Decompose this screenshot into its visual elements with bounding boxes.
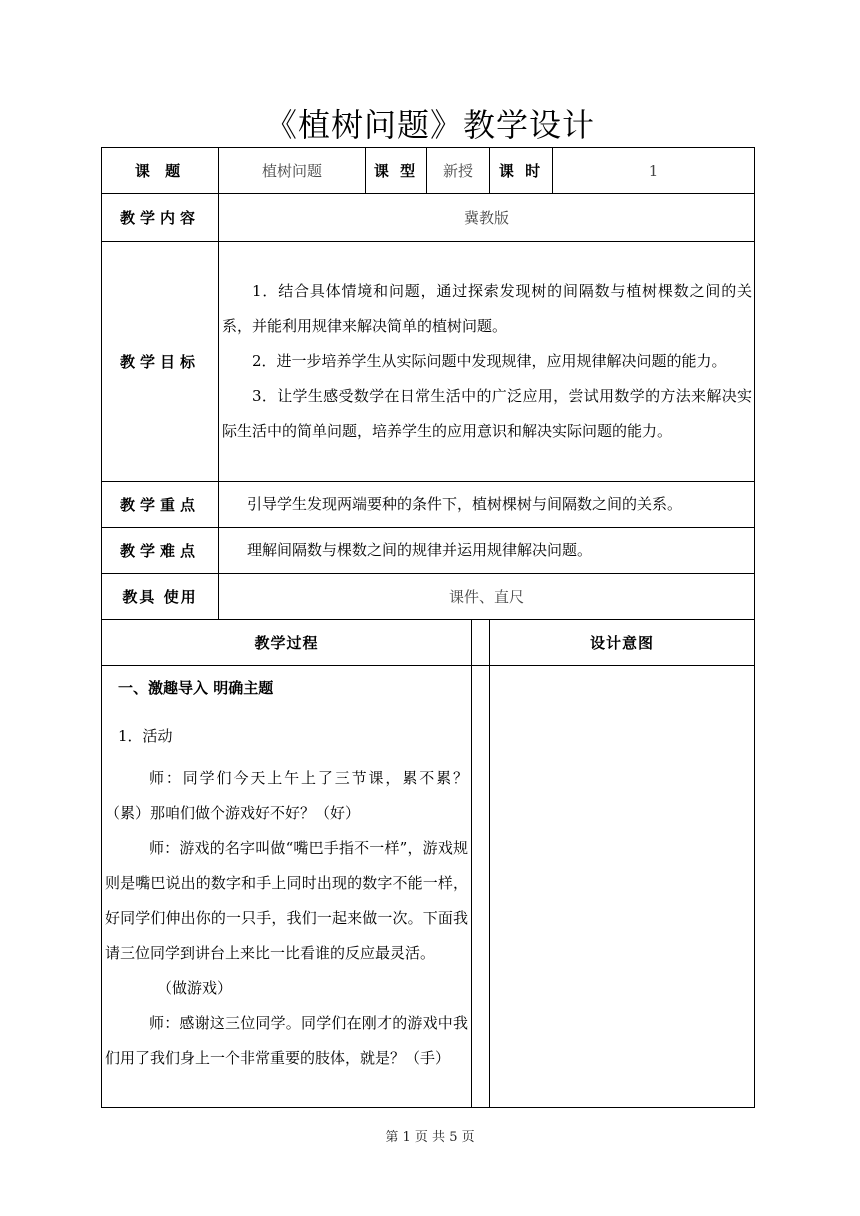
header-row <box>102 148 755 194</box>
column-gap <box>472 620 490 666</box>
section-heading: 一、激趣导入 明确主题 <box>118 679 274 697</box>
topic-value: 植树问题 <box>219 148 366 194</box>
key-points-label: 教学重点 <box>102 482 219 528</box>
key-points-value: 引导学生发现两端要种的条件下，植树棵树与间隔数之间的关系。 <box>247 495 683 513</box>
process-paragraph-1: 师：同学们今天上午上了三节课，累不累？（累）那咱们做个游戏好不好？（好） <box>105 769 468 822</box>
key-points-row <box>102 482 755 528</box>
process-cell <box>102 666 472 1108</box>
tools-label: 教具 使用 <box>102 574 219 620</box>
objective-item-1: 1．结合具体情境和问题，通过探索发现树的间隔数与植树棵数之间的关系，并能利用规律来解决简单的植树问题。 <box>222 282 753 335</box>
design-intent-cell <box>490 666 755 1108</box>
objectives-label: 教学目标 <box>102 242 219 482</box>
objective-item-2: 2．进一步培养学生从实际问题中发现规律，应用规律解决问题的能力。 <box>252 352 727 370</box>
type-value: 新授 <box>427 148 490 194</box>
type-label: 课 型 <box>366 148 427 194</box>
process-paragraph-2: 师：游戏的名字叫做“嘴巴手指不一样”，游戏规则是嘴巴说出的数字和手上同时出现的数字不能一样，好同学们伸出你的一只手，我们一起来做一次。下面我请三位同学到讲台上来比一比看谁的反应最灵活。 <box>105 839 468 962</box>
hours-label: 课 时 <box>490 148 553 194</box>
design-intent-header: 设计意图 <box>490 620 755 666</box>
objective-item-3: 3．让学生感受数学在日常生活中的广泛应用，尝试用数学的方法来解决实际生活中的简单问题，培养学生的应用意识和解决实际问题的能力。 <box>222 387 753 440</box>
content-value: 冀教版 <box>219 194 755 242</box>
process-paragraph-3: （做游戏） <box>157 979 233 997</box>
content-label: 教学内容 <box>102 194 219 242</box>
lesson-plan-table <box>101 147 755 1108</box>
tools-value: 课件、直尺 <box>219 574 755 620</box>
page-footer: 第 1 页 共 5 页 <box>385 1130 475 1145</box>
objectives-cell <box>219 242 755 482</box>
tools-row <box>102 574 755 620</box>
process-row <box>102 666 755 1108</box>
process-header-row <box>102 620 755 666</box>
key-points-cell <box>219 482 755 528</box>
process-header: 教学过程 <box>102 620 472 666</box>
difficulties-row <box>102 528 755 574</box>
content-row <box>102 194 755 242</box>
column-gap-body <box>472 666 490 1108</box>
process-paragraph-4: 师：感谢这三位同学。同学们在刚才的游戏中我们用了我们身上一个非常重要的肢体，就是？（手） <box>105 1014 468 1067</box>
difficulties-label: 教学难点 <box>102 528 219 574</box>
difficulties-value: 理解间隔数与棵数之间的规律并运用规律解决问题。 <box>247 541 593 559</box>
activity-subheading: 1．活动 <box>118 727 173 745</box>
hours-value: 1 <box>553 148 755 194</box>
document-title: 《植树问题》教学设计 <box>264 106 595 144</box>
difficulties-cell <box>219 528 755 574</box>
topic-label: 课 题 <box>102 148 219 194</box>
objectives-row <box>102 242 755 482</box>
